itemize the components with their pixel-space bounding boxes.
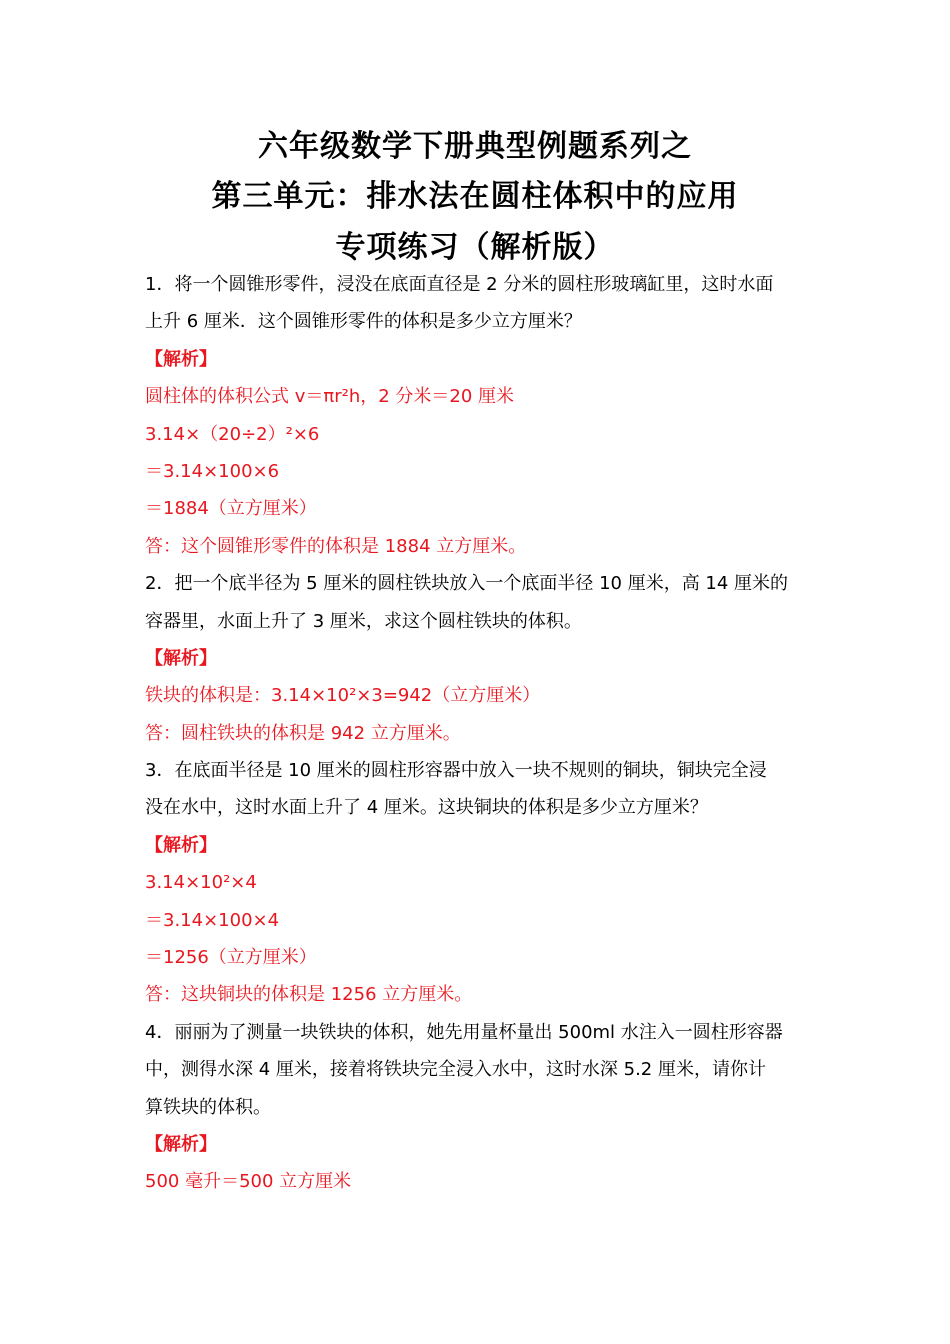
question-line: 3．在底面半径是 10 厘米的圆柱形容器中放入一块不规则的铜块，铜块完全浸 [145,760,767,782]
solution-line: 答：这个圆锥形零件的体积是 1884 立方厘米。 [145,535,527,557]
analysis-heading: 【解析】 [145,1133,217,1155]
analysis-heading: 【解析】 [145,834,217,856]
question-line: 容器里，水面上升了 3 厘米，求这个圆柱铁块的体积。 [145,610,582,632]
solution-line: 圆柱体的体积公式 v＝πr²h，2 分米＝20 厘米 [145,386,515,408]
solution-line: 答：圆柱铁块的体积是 942 立方厘米。 [145,722,461,744]
solution-line: 答：这块铜块的体积是 1256 立方厘米。 [145,984,473,1006]
question-line: 上升 6 厘米．这个圆锥形零件的体积是多少立方厘米？ [145,311,582,333]
document-body [145,266,810,1201]
question-line: 算铁块的体积。 [145,1096,271,1118]
question-line: 中，测得水深 4 厘米，接着将铁块完全浸入水中，这时水深 5.2 厘米，请你计 [145,1059,766,1081]
question-line: 没在水中，这时水面上升了 4 厘米。这块铜块的体积是多少立方厘米？ [145,797,708,819]
solution-line: 500 毫升＝500 立方厘米 [145,1171,352,1193]
title-subtitle: 专项练习（解析版） [335,230,615,265]
analysis-heading: 【解析】 [145,647,217,669]
solution-line: 3.14×10²×4 [145,872,257,894]
question-line: 4．丽丽为了测量一块铁块的体积，她先用量杯量出 500ml 水注入一圆柱形容器 [145,1021,783,1043]
solution-line: 铁块的体积是：3.14×10²×3=942（立方厘米） [145,685,541,707]
title-series: 六年级数学下册典型例题系列之 [258,129,692,164]
title-unit: 第三单元：排水法在圆柱体积中的应用 [211,179,739,214]
solution-line: ＝3.14×100×4 [145,909,280,931]
solution-line: 3.14×（20÷2）²×6 [145,423,320,445]
question-line: 1．将一个圆锥形零件，浸没在底面直径是 2 分米的圆柱形玻璃缸里，这时水面 [145,274,774,295]
solution-line: ＝1884（立方厘米） [145,498,317,520]
analysis-heading: 【解析】 [145,348,217,370]
solution-line: ＝1256（立方厘米） [145,947,317,969]
question-line: 2．把一个底半径为 5 厘米的圆柱铁块放入一个底面半径 10 厘米，高 14 厘米的 [145,573,789,595]
solution-line: ＝3.14×100×6 [145,460,280,482]
